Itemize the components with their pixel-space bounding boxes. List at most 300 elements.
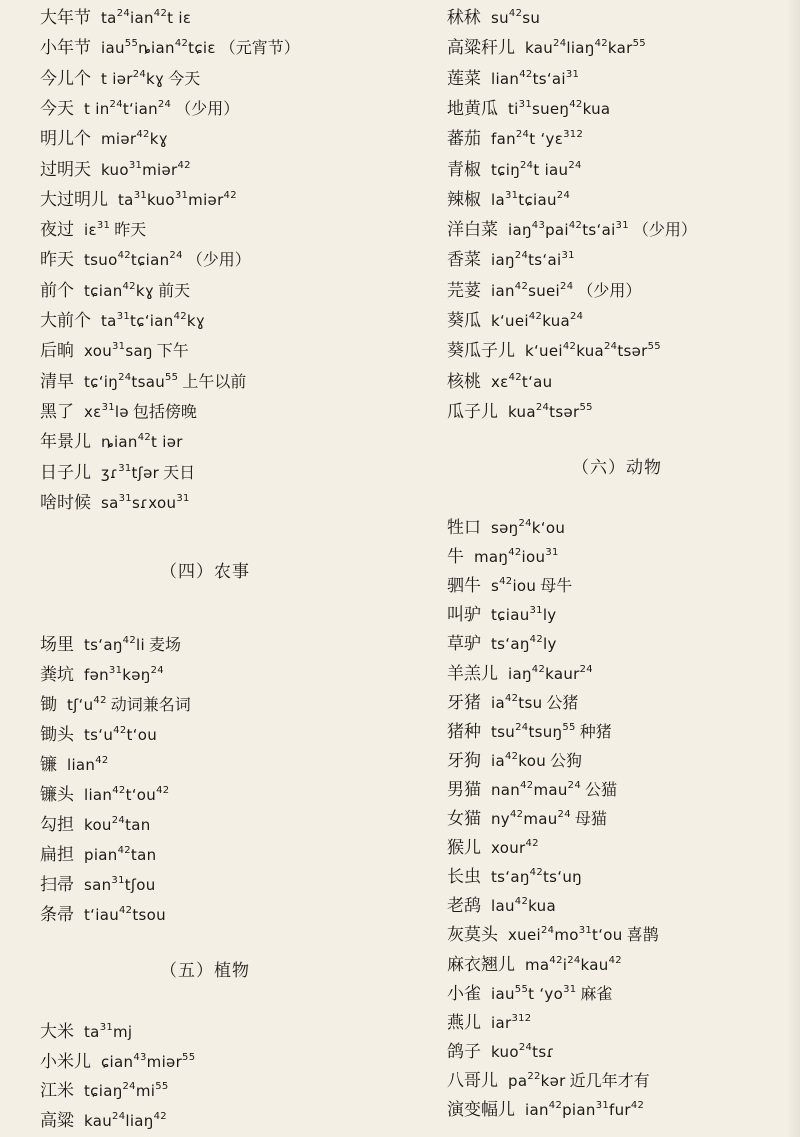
tone-number: 24 <box>568 159 582 171</box>
vocab-term: 辣椒 <box>447 189 481 210</box>
syllable: xou <box>84 342 112 361</box>
tone-number: 42 <box>528 311 543 322</box>
tone-number: 31 <box>108 665 123 676</box>
vocab-entry <box>447 837 539 859</box>
tone-number: 24 <box>514 250 529 262</box>
tone-number: 42 <box>117 250 131 262</box>
vocab-entry <box>447 750 582 772</box>
tone-number: 31 <box>561 250 575 262</box>
tone-number: 24 <box>579 663 593 675</box>
vocab-entry <box>447 779 617 801</box>
syllable: k‘uei <box>491 312 529 330</box>
syllable: t ‘yo <box>528 984 564 1003</box>
tone-number: 42 <box>117 845 131 856</box>
syllable: ian <box>525 1101 549 1119</box>
syllable: ian <box>491 281 515 300</box>
syllable: ts‘aŋ <box>491 635 530 654</box>
syllable: ny <box>491 810 510 828</box>
vocab-entry <box>40 431 183 453</box>
syllable: lian <box>491 69 520 88</box>
syllable: ia <box>491 693 505 712</box>
ipa-pronunciation <box>491 1043 555 1061</box>
ipa-pronunciation <box>474 548 559 566</box>
vocab-entry <box>40 724 157 746</box>
tone-number: 24 <box>169 250 183 262</box>
syllable: t‘ou <box>126 726 158 744</box>
vocab-entry <box>447 68 579 90</box>
syllable: tan <box>125 816 151 834</box>
ipa-pronunciation <box>101 464 159 482</box>
ipa-pronunciation <box>525 39 646 57</box>
vocab-entry <box>40 1051 195 1073</box>
tone-number: 24 <box>557 809 571 820</box>
ipa-pronunciation <box>84 906 166 924</box>
tone-number: 42 <box>508 547 522 559</box>
vocab-term: 昨天 <box>40 250 74 271</box>
syllable: pai <box>545 221 569 240</box>
tone-number: 312 <box>511 1012 532 1024</box>
vocab-term: 洋白菜 <box>447 220 498 241</box>
vocab-entry <box>447 1012 531 1034</box>
ipa-pronunciation <box>491 70 579 88</box>
ipa-pronunciation <box>525 956 622 974</box>
tone-number: 42 <box>509 809 524 820</box>
tone-number: 42 <box>529 634 543 646</box>
vocab-entry <box>447 159 582 181</box>
vocab-entry <box>40 128 168 150</box>
vocab-entry <box>447 37 646 59</box>
syllable: t iər <box>151 433 183 452</box>
syllable: t in <box>84 99 110 118</box>
vocab-entry <box>447 983 612 1005</box>
tone-number: 42 <box>549 954 563 966</box>
vocab-entry <box>447 280 641 302</box>
syllable: sa <box>101 493 119 512</box>
ipa-pronunciation <box>508 926 623 944</box>
syllable: tɕiau <box>491 606 530 625</box>
syllable: kɣ <box>186 312 206 330</box>
vocab-term: 驷牛 <box>447 576 481 597</box>
syllable: t‘au <box>521 372 553 391</box>
syllable: kua <box>508 402 536 421</box>
syllable: tsau <box>131 372 166 391</box>
syllable: liaŋ <box>566 39 595 58</box>
syllable: fan <box>491 130 516 149</box>
ipa-pronunciation <box>491 985 576 1003</box>
tone-number: 31 <box>565 68 580 80</box>
gloss: 近几年才有 <box>569 1070 650 1090</box>
vocab-entry <box>40 68 200 90</box>
ipa-pronunciation <box>491 251 575 269</box>
syllable: tɕiɛ <box>188 39 216 58</box>
ipa-pronunciation <box>84 221 110 239</box>
tone-number: 31 <box>174 189 189 201</box>
vocab-term: 大米 <box>40 1022 74 1042</box>
tone-number: 42 <box>508 371 522 383</box>
tone-number: 42 <box>119 905 133 916</box>
tone-number: 42 <box>548 1100 563 1111</box>
syllable: t iər <box>101 69 133 88</box>
tone-number: 42 <box>174 38 189 50</box>
vocab-term: 镰头 <box>40 785 74 805</box>
tone-number: 55 <box>182 1051 196 1063</box>
tone-number: 42 <box>173 311 187 322</box>
gloss: 包括傍晚 <box>132 401 197 421</box>
tone-number: 55 <box>514 983 529 995</box>
vocab-term: 镰 <box>40 755 57 775</box>
vocab-entry <box>447 1041 555 1063</box>
syllable: t iau <box>533 160 569 179</box>
tone-number: 24 <box>112 1110 126 1122</box>
syllable: tsou <box>132 906 166 924</box>
syllable: sɾxou <box>131 493 177 512</box>
syllable: miər <box>188 190 224 209</box>
syllable: tɕiaŋ <box>84 1082 123 1100</box>
syllable: kau <box>84 1111 113 1130</box>
syllable: kua <box>576 342 605 361</box>
gloss: 种猪 <box>579 721 612 741</box>
syllable: iou <box>512 577 537 596</box>
vocab-entry <box>40 462 195 484</box>
vocab-term: 夜过 <box>40 220 74 241</box>
vocab-entry <box>447 219 697 241</box>
syllable: kuo <box>101 160 129 179</box>
tone-number: 31 <box>111 875 125 886</box>
tone-number: 42 <box>531 663 546 675</box>
syllable: ly <box>543 635 557 654</box>
syllable: tsu <box>491 722 516 741</box>
vocab-term: 日子儿 <box>40 462 91 483</box>
syllable: t ‘yɛ <box>529 130 564 149</box>
tone-number: 24 <box>157 98 172 110</box>
tone-number: 42 <box>520 779 534 791</box>
vocab-term: 清早 <box>40 371 74 392</box>
ipa-pronunciation <box>101 130 168 148</box>
vocab-term: 前个 <box>40 280 74 301</box>
ipa-pronunciation <box>84 876 156 894</box>
syllable: mj <box>113 1023 133 1041</box>
vocab-entry <box>447 663 593 685</box>
vocab-entry <box>40 874 156 896</box>
vocab-entry <box>447 575 572 597</box>
section-heading: （六）动物 <box>572 458 662 478</box>
ipa-pronunciation <box>101 9 191 27</box>
vocab-term: 老鸹 <box>447 896 481 917</box>
tone-number: 42 <box>594 38 608 50</box>
tone-number: 42 <box>177 159 191 171</box>
tone-number: 42 <box>95 755 109 766</box>
ipa-pronunciation <box>84 636 145 654</box>
syllable: ts‘ai <box>582 221 616 240</box>
tone-number: 24 <box>150 665 164 676</box>
vocab-term: 长虫 <box>447 867 481 888</box>
tone-number: 31 <box>615 220 629 232</box>
tone-number: 24 <box>109 98 123 110</box>
vocab-term: 高粱秆儿 <box>447 38 515 59</box>
tone-number: 24 <box>520 159 534 171</box>
gloss: 母猫 <box>574 809 607 828</box>
tone-number: 31 <box>518 98 532 110</box>
syllable: ʒɾ <box>101 463 119 482</box>
syllable: mau <box>523 810 558 828</box>
syllable: mau <box>533 780 568 799</box>
vocab-term: 牙狗 <box>447 750 481 771</box>
syllable: lə <box>114 402 129 421</box>
vocab-entry <box>40 7 191 29</box>
syllable: kua <box>542 312 571 330</box>
tone-number: 42 <box>122 280 136 292</box>
tone-number: 42 <box>153 8 168 19</box>
syllable: la <box>491 190 505 209</box>
tone-number: 42 <box>136 129 150 141</box>
ipa-pronunciation <box>508 665 593 683</box>
syllable: ȵian <box>138 39 175 58</box>
vocab-term: 大过明儿 <box>40 189 108 210</box>
vocab-entry <box>447 721 612 743</box>
tone-number: 42 <box>568 220 583 232</box>
syllable: kɣ <box>135 281 155 300</box>
vocab-term: 粪坑 <box>40 665 74 685</box>
tone-number: 55 <box>562 721 576 733</box>
vocab-entry <box>447 604 556 626</box>
tone-number: 42 <box>93 695 107 706</box>
syllable: ta <box>101 9 117 27</box>
vocab-term: 芫荽 <box>447 280 481 301</box>
syllable: k‘uei <box>525 342 563 361</box>
syllable: ts‘ai <box>532 69 566 88</box>
vocab-term: 小年节 <box>40 38 91 59</box>
tone-number: 42 <box>514 280 529 292</box>
ipa-pronunciation <box>101 312 205 330</box>
vocab-term: 啥时候 <box>40 492 91 513</box>
syllable: tɕ‘iŋ <box>84 372 119 391</box>
vocab-term: 明儿个 <box>40 129 91 150</box>
vocab-entry <box>447 98 610 120</box>
syllable: kɣ <box>149 130 168 149</box>
syllable: pa <box>508 1071 528 1090</box>
syllable: ts‘aŋ <box>84 636 123 654</box>
syllable: tʃou <box>124 876 156 894</box>
syllable: kar <box>607 39 633 58</box>
vocab-term: 葵瓜子儿 <box>447 341 515 362</box>
vocab-term: 葵瓜 <box>447 311 481 331</box>
syllable: tɕiŋ <box>491 160 521 179</box>
syllable: kua <box>582 99 611 118</box>
syllable: ly <box>542 606 557 625</box>
tone-number: 31 <box>176 492 190 504</box>
ipa-pronunciation <box>491 752 546 770</box>
vocab-term: 牲口 <box>447 518 481 538</box>
section-heading: （四）农事 <box>160 562 250 582</box>
ipa-pronunciation <box>101 39 216 57</box>
syllable: iou <box>521 548 546 567</box>
syllable: tɕ‘ian <box>130 312 174 330</box>
tone-number: 31 <box>96 220 111 232</box>
gloss: 母牛 <box>540 576 573 596</box>
tone-number: 31 <box>563 983 577 995</box>
vocab-entry <box>447 895 556 917</box>
syllable: sueŋ <box>531 99 570 118</box>
gloss: 今天 <box>168 68 201 88</box>
vocab-entry <box>40 98 239 120</box>
tone-number: 55 <box>124 38 139 50</box>
syllable: lian <box>84 786 113 804</box>
gloss: 麻雀 <box>580 983 613 1003</box>
ipa-pronunciation <box>84 373 178 391</box>
ipa-pronunciation <box>67 696 107 714</box>
vocab-entry <box>40 219 146 241</box>
vocab-entry <box>40 340 189 362</box>
syllable: tɕian <box>84 281 123 300</box>
syllable: ts‘aŋ <box>491 868 530 887</box>
vocab-term: 草驴 <box>447 634 481 655</box>
vocab-entry <box>40 401 197 423</box>
syllable: mi <box>135 1082 156 1100</box>
ipa-pronunciation <box>491 635 557 653</box>
syllable: ta <box>84 1023 100 1041</box>
vocab-term: 小米儿 <box>40 1051 91 1072</box>
ipa-pronunciation <box>491 606 556 624</box>
vocab-term: 男猫 <box>447 779 481 800</box>
vocab-term: 牙猪 <box>447 692 481 713</box>
syllable: ts‘uŋ <box>543 868 582 887</box>
syllable: kɣ <box>146 69 165 88</box>
vocab-term: 牛 <box>447 547 464 568</box>
syllable: tsɾ <box>532 1042 555 1061</box>
tone-number: 24 <box>122 1081 136 1092</box>
tone-number: 42 <box>223 189 237 201</box>
vocab-term: 女猫 <box>447 809 481 829</box>
syllable: pian <box>562 1101 596 1119</box>
syllable: fur <box>609 1101 631 1119</box>
ipa-pronunciation <box>84 1082 169 1100</box>
syllable: miər <box>142 160 178 179</box>
ipa-pronunciation <box>67 756 109 774</box>
ipa-pronunciation <box>84 666 164 684</box>
tone-number: 24 <box>604 341 618 353</box>
syllable: ma <box>525 955 550 974</box>
syllable: lian <box>67 756 96 774</box>
gloss: 公猫 <box>584 779 617 799</box>
vocab-entry <box>447 546 559 568</box>
vocab-entry <box>447 128 583 150</box>
syllable: tɕiau <box>518 190 557 209</box>
vocab-entry <box>447 189 570 211</box>
tone-number: 31 <box>595 1100 610 1111</box>
tone-number: 24 <box>535 401 550 413</box>
vocab-term: 灰莫头 <box>447 925 498 946</box>
syllable: su <box>491 9 509 27</box>
ipa-pronunciation <box>491 191 570 209</box>
gloss: 下午 <box>156 341 189 361</box>
syllable: ti <box>508 99 519 118</box>
ipa-pronunciation <box>525 1101 644 1119</box>
tone-number: 42 <box>499 576 513 588</box>
ipa-pronunciation <box>491 282 573 300</box>
vocab-entry <box>40 814 151 836</box>
vocab-term: 秫秫 <box>447 8 481 28</box>
section-heading: （五）植物 <box>160 961 250 981</box>
syllable: nan <box>491 780 521 799</box>
vocab-entry <box>40 371 246 393</box>
gloss: 公狗 <box>550 750 583 770</box>
ipa-pronunciation <box>84 786 169 804</box>
vocab-term: 小雀 <box>447 983 481 1004</box>
vocab-term: 叫驴 <box>447 605 481 626</box>
tone-number: 42 <box>113 725 127 736</box>
vocab-term: 猴儿 <box>447 838 481 859</box>
gloss: 动词兼名词 <box>110 695 191 714</box>
tone-number: 24 <box>540 925 555 937</box>
vocab-term: 勾担 <box>40 815 74 835</box>
tone-number: 42 <box>608 954 622 966</box>
ipa-pronunciation <box>491 161 582 179</box>
vocab-term: 鸽子 <box>447 1041 481 1062</box>
vocab-term: 扫帚 <box>40 875 74 895</box>
tone-number: 42 <box>504 692 519 704</box>
ipa-pronunciation <box>491 781 581 799</box>
vocab-entry <box>40 37 300 59</box>
syllable: iaŋ <box>491 251 515 270</box>
tone-number: 42 <box>153 1110 167 1122</box>
tone-number: 31 <box>128 159 143 171</box>
vocab-term: 锄 <box>40 695 57 715</box>
tone-number: 31 <box>118 462 132 474</box>
vocab-entry <box>447 310 583 332</box>
tone-number: 42 <box>122 635 136 646</box>
vocab-term: 过明天 <box>40 159 91 180</box>
ipa-pronunciation <box>491 868 582 886</box>
ipa-pronunciation <box>84 1023 132 1041</box>
ipa-pronunciation <box>508 403 593 421</box>
vocab-term: 江米 <box>40 1081 74 1101</box>
vocab-entry <box>447 517 565 539</box>
tone-number: 24 <box>556 189 571 201</box>
ipa-pronunciation <box>491 694 542 712</box>
vocab-term: 后晌 <box>40 341 74 362</box>
syllable: maŋ <box>474 548 509 567</box>
tone-number: 55 <box>579 401 593 413</box>
ipa-pronunciation <box>101 494 190 512</box>
ipa-pronunciation <box>491 577 536 595</box>
ipa-pronunciation <box>84 816 151 834</box>
vocab-term: 莲菜 <box>447 68 481 89</box>
syllable: t‘ou <box>125 786 157 804</box>
syllable: kəŋ <box>122 666 151 684</box>
ipa-pronunciation <box>84 403 129 421</box>
syllable: s <box>491 577 500 596</box>
tone-number: 24 <box>560 280 574 292</box>
syllable: tsuo <box>84 251 118 270</box>
syllable: san <box>84 876 112 894</box>
syllable: kau <box>525 39 554 58</box>
ipa-pronunciation <box>491 897 556 915</box>
tone-number: 31 <box>133 189 148 201</box>
tone-number: 24 <box>567 779 581 791</box>
ipa-pronunciation <box>491 723 576 741</box>
syllable: tsu <box>518 693 543 712</box>
syllable: iar <box>491 1013 512 1032</box>
syllable: xɛ <box>84 402 102 421</box>
ipa-pronunciation <box>491 312 583 330</box>
syllable: tɕian <box>130 251 170 270</box>
tone-number: 24 <box>515 129 530 141</box>
syllable: kər <box>540 1071 566 1090</box>
gloss: 天日 <box>163 462 196 482</box>
gloss: （少用） <box>577 280 642 300</box>
gloss: （少用） <box>186 250 251 270</box>
vocab-entry <box>40 159 191 181</box>
